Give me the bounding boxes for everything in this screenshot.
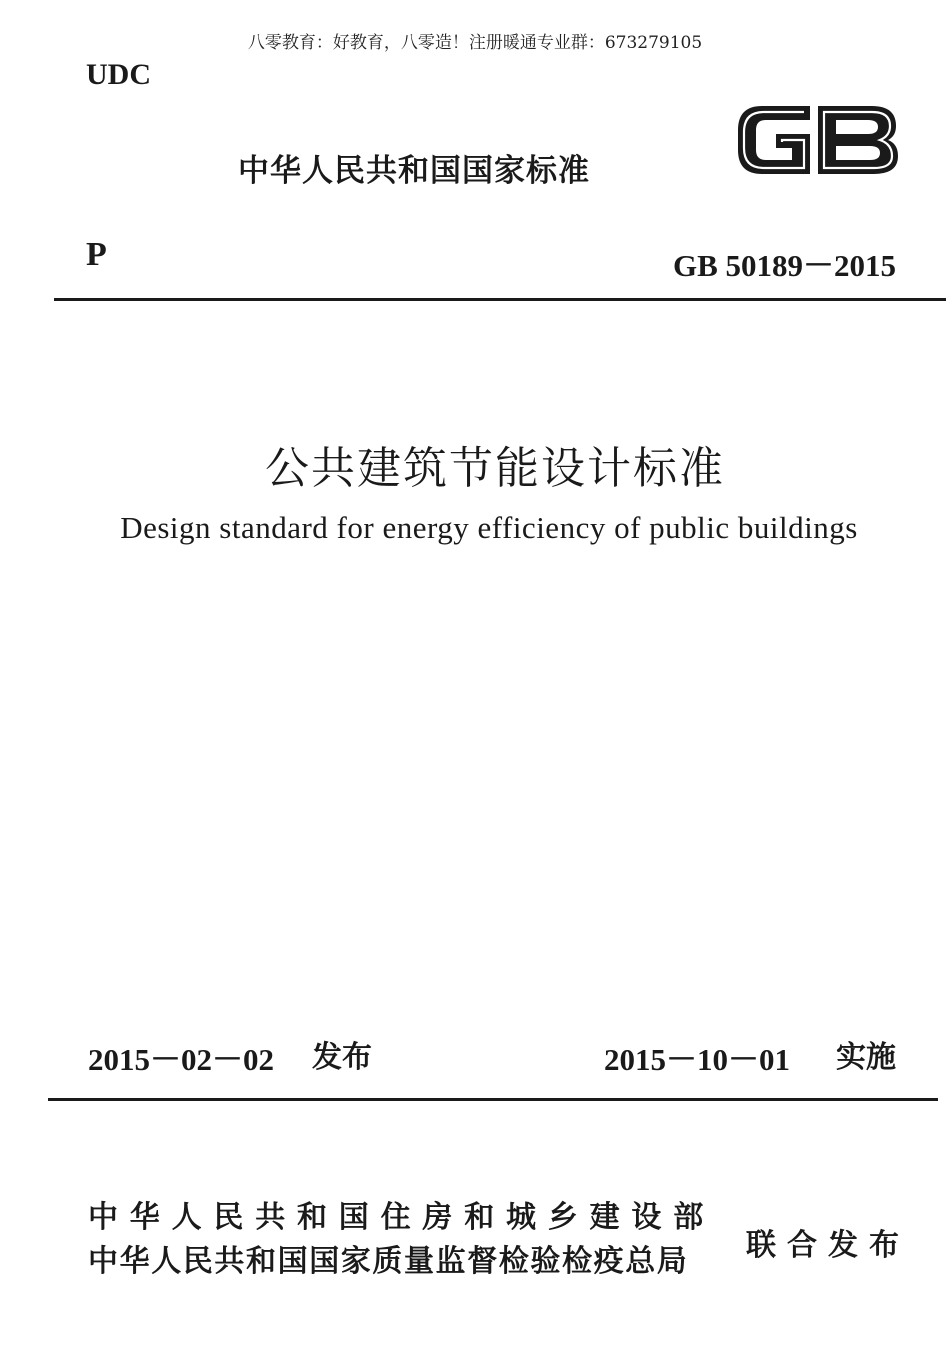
title-english: Design standard for energy efficiency of public buildings: [120, 510, 858, 545]
watermark-text: 八零教育：好教育，八零造！注册暖通专业群：673279105: [247, 33, 703, 53]
gb-logo-icon: [732, 96, 902, 184]
top-divider: [54, 298, 946, 301]
title-chinese: 公共建筑节能设计标准: [265, 443, 725, 494]
issuer-ministry-housing: 中华人民共和国住房和城乡建设部: [88, 1200, 715, 1235]
effective-date: 2015－10－01: [604, 1042, 790, 1077]
udc-label: UDC: [86, 58, 151, 91]
national-standard-heading: 中华人民共和国国家标准: [238, 153, 590, 189]
bottom-divider: [48, 1098, 938, 1101]
joint-release-label: 联合发布: [746, 1228, 910, 1263]
effective-label: 实施: [836, 1040, 896, 1075]
standard-number: GB 50189－2015: [672, 248, 896, 283]
classification-code: P: [86, 236, 107, 273]
issue-label: 发布: [312, 1040, 372, 1075]
issue-date: 2015－02－02: [88, 1042, 274, 1077]
issuer-aqsiq: 中华人民共和国国家质量监督检验检疫总局: [88, 1244, 689, 1279]
